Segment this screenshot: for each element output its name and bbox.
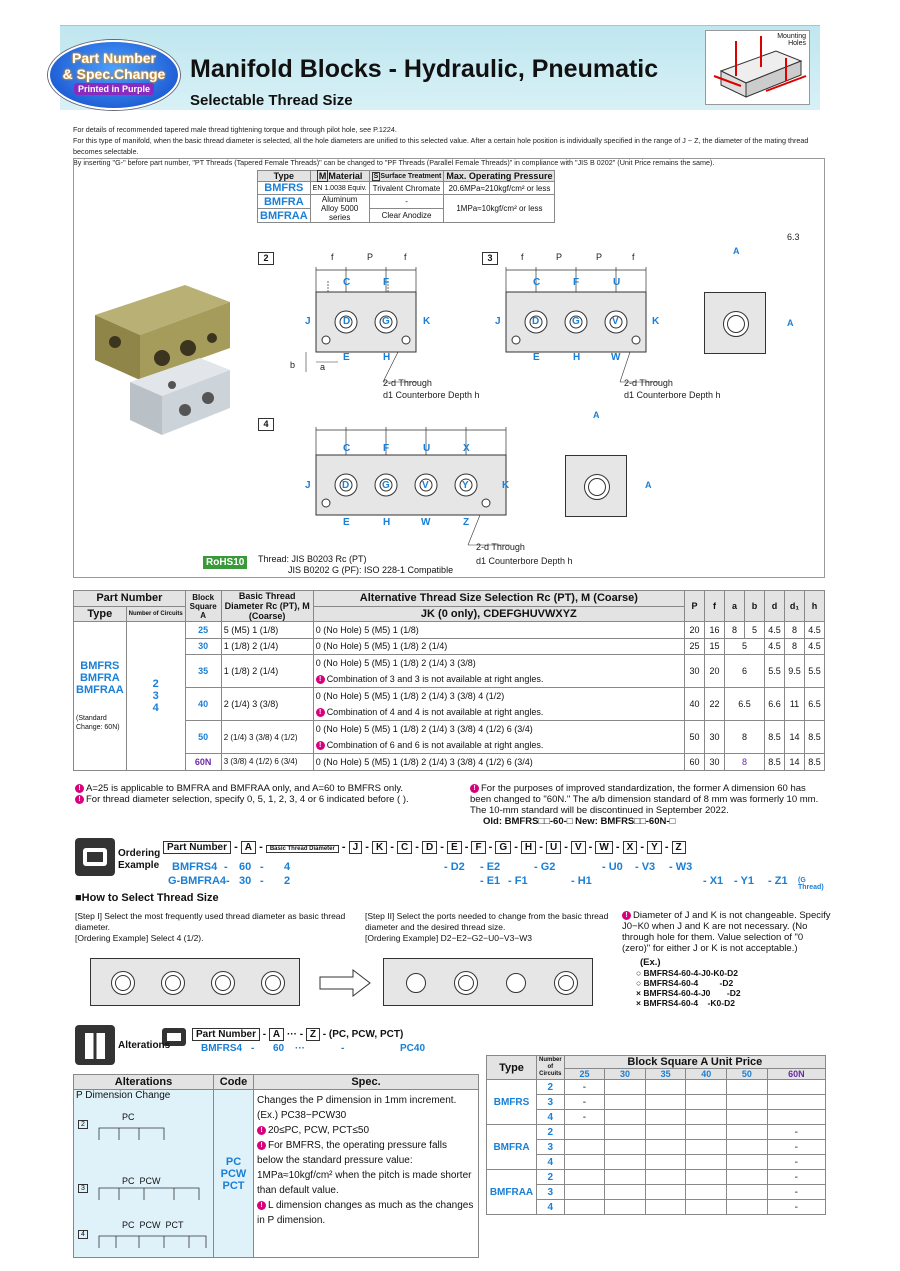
side-view-1 [704, 292, 766, 354]
alteration-format: Part Number - A ··· - Z - (PC, PCW, PCT) [192, 1029, 403, 1040]
phone-icon [75, 838, 115, 876]
ordering-example-2: G-BMFRA4 - 30 - 2 - E1 - F1 - H1 - X1 - Y1 - Z1 (G Thread) [168, 875, 824, 891]
warning-icon: ! [257, 1126, 266, 1135]
warning-icon: ! [316, 708, 325, 717]
warning-icon: ! [75, 795, 84, 804]
table-notes-left: ! A=25 is applicable to BMFRA and BMFRAA only, and A=60 to BMFRS only. ! For thread diameter selection, specify 0, 5, 1, 2, 3, 4 or 6 indicated before ( ). [75, 783, 455, 805]
jk-note: ! Diameter of J and K is not changeable. Specify J0−K0 when J and K are not necessary. (No through hole for them. Value selection of "0 (zero)" for either J or K is not acceptable.) (Ex.) ○ BMFRS4-60-4-J0-K0-D2 ○ BMFRS4-60-4 -D2 × BMFRS4-60-4-J0 -D2 × BMFRS4-60-4 -K0-D2 [622, 910, 831, 1008]
step-1: [Step I] Select the most frequently used thread diameter as basic thread diameter. [Ordering Example] Select 4 (1/2). [75, 911, 346, 943]
table-row: 35 1 (1/8) 2 (1/4) 0 (No Hole) 5 (M5) 1 (1/8) 2 (1/4) 3 (3/8) 30 20 6 5.5 9.5 5.5 [74, 655, 825, 672]
price-table: Type Number of Circuits Block Square A Unit Price 25 30 35 40 50 60N BMFRS 2 - 3 - 4 - BMFRA 2 - 3 - 4 - BMFRAA 2 - 3 - 4 - [486, 1055, 826, 1215]
alterations-table: Alterations Code Spec. P Dimension Change 2 PC 3 PC PCW 4 PC PCW PCT PC PCW PCT Changes the P dimension in 1mm increment. (Ex.) PC38−PCW30 ! 20≤PC, PCW, PCT≤50 ! For BMFRS, the operating pressure falls below the standard pressure value: 1MPa≈10kgf/cm² when the pitch is made shorter than default value. ! L dimension changes as much as the changes in P dimension. [73, 1074, 479, 1258]
product-photo [90, 270, 235, 440]
table-row: 40 2 (1/4) 3 (3/8) 0 (No Hole) 5 (M5) 1 (1/8) 2 (1/4) 3 (3/8) 4 (1/2) 40 22 6.5 6.6 11 6.5 [74, 688, 825, 705]
page-title: Manifold Blocks - Hydraulic, Pneumatic [190, 55, 659, 83]
step-2: [Step II] Select the ports needed to change from the basic thread diameter and the desired thread size. [Ordering Example] D2−E2−G2−U0−V3−W3 [365, 911, 609, 943]
warning-icon: ! [470, 784, 479, 793]
mounting-holes-diagram: Mounting Holes [705, 30, 810, 105]
page-subtitle: Selectable Thread Size [190, 92, 353, 109]
step1-block [90, 958, 300, 1006]
warning-icon: ! [622, 911, 631, 920]
warning-icon: ! [316, 741, 325, 750]
warning-icon: ! [257, 1201, 266, 1210]
fig-4-label: 4 [258, 418, 274, 431]
ordering-example-1: BMFRS4 - 60 - 4 - D2 - E2 - G2 - U0 - V3 - W3 [172, 861, 693, 873]
arrow-right-icon [318, 968, 373, 998]
how-to-title: ■How to Select Thread Size [75, 892, 219, 904]
alteration-example: BMFRS4 - 60 ··· - PC40 [201, 1043, 426, 1054]
side-view-2 [565, 455, 627, 517]
intro-notes: For details of recommended tapered male thread tightening torque and through pilot hole, see P.1224. For this type of manifold, when the basic thread diameter is selected, all the hole diameters are unified to this selected value. After a certain hole position is individually specified in the range of J ~ Z, the diameter of the mating thread becomes selectable. By inserting "G-" before part number, "PT Threads (Tapered Female Threads)" can be changed to "PF Threads (Parallel Female Threads)" in compliance with "JIS B 0202" (Unit Price remains the same). [73, 125, 809, 167]
thread-note: Thread: JIS B0203 Rc (PT) JIS B0202 G (PF): ISO 228-1 Compatible [258, 554, 454, 575]
table-notes-right: ! For the purposes of improved standardization, the former A dimension 60 has been changed to "60N." The a/b dimension standard of 8 mm was formerly 10 mm. The 10-mm standard will be discontinued in September 2022. Old: BMFRS□□-60-□ New: BMFRS□□-60N-□ [470, 783, 819, 827]
fig-3-label: 3 [482, 252, 498, 265]
table-row: 30 1 (1/8) 2 (1/4) 0 (No Hole) 5 (M5) 1 (1/8) 2 (1/4) 25 15 5 4.5 8 4.5 [74, 638, 825, 655]
ordering-format: Part Number - A - Basic Thread Diameter - J - K - C - D - E - F - G - H - U - V - W - X - Y - Z [163, 841, 686, 853]
warning-icon: ! [316, 675, 325, 684]
spec-change-badge: Part Number & Spec.Change Printed in Purple [48, 40, 180, 110]
fig-2-label: 2 [258, 252, 274, 265]
spec-table: Part Number Block Square A Basic Thread Diameter Rc (PT), M (Coarse) Alternative Thread Size Selection Rc (PT), M (Coarse) P f a b d d₁ h Type Number of Circuits JK (0 only), CDEFGHUVWXYZ BMFRS BMFRA BMFRAA (Standard Change: 60N) 2 3 4 25 5 (M5) 1 (1/8) 0 (No Hole) 5 (M5) 1 (1/8) 20 16 8 5 4.5 8 4.5 30 1 (1/8) 2 (1/4) 0 (No Hole) 5 (M5) 1 (1/8) 2 (1/4) 25 15 5 4.5 8 4.5 35 1 (1/8) 2 (1/4) 0 (No Hole) 5 (M5) 1 (1/8) 2 (1/4) 3 (3/8) 30 20 6 5.5 9.5 5.5 ! Combination of 3 and 3 is not available at right angles. 40 2 (1/4) 3 (3/8) 0 (No Hole) 5 (M5) 1 (1/8) 2 (1/4) 3 (3/8) 4 (1/2) 40 22 6.5 6.6 11 6.5 ! Combination of 4 and 4 is not available at right angles. 50 2 (1/4) 3 (3/8) 4 (1/2) 0 (No Hole) 5 (M5) 1 (1/8) 2 (1/4) 3 (3/8) 4 (1/2) 6 (3/4) 50 30 8 8.5 14 8.5 ! Combination of 6 and 6 is not available at right angles. 60N 3 (3/8) 4 (1/2) 6 (3/4) 0 (No Hole) 5 (M5) 1 (1/8) 2 (1/4) 3 (3/8) 4 (1/2) 6 (3/4) 60 30 8 8.5 14 8.5 [73, 590, 825, 771]
table-row: 60N 3 (3/8) 4 (1/2) 6 (3/4) 0 (No Hole) 5 (M5) 1 (1/8) 2 (1/4) 3 (3/8) 4 (1/2) 6 (3/4) 60 30 8 8.5 14 8.5 [74, 754, 825, 771]
warning-icon: ! [257, 1141, 266, 1150]
warning-icon: ! [75, 784, 84, 793]
material-table: Type M Material S Surface Treatment Max. Operating Pressure BMFRS EN 1.0038 Equiv. Trivalent Chromate 20.6MPa≈210kgf/cm² or less BMFRA Aluminum Alloy 5000 series - 1MPa≈10kgf/cm² or less BMFRAA Clear Anodize [257, 170, 555, 223]
alterations-icon [75, 1025, 115, 1065]
table-row: 50 2 (1/4) 3 (3/8) 4 (1/2) 0 (No Hole) 5 (M5) 1 (1/8) 2 (1/4) 3 (3/8) 4 (1/2) 6 (3/4) 50 30 8 8.5 14 8.5 [74, 721, 825, 738]
table-row: BMFRS BMFRA BMFRAA (Standard Change: 60N) 2 3 4 25 5 (M5) 1 (1/8) 0 (No Hole) 5 (M5) 1 (1/8) 20 16 8 5 4.5 8 4.5 [74, 622, 825, 639]
rohs-badge: RoHS10 [203, 556, 247, 569]
step2-block [383, 958, 593, 1006]
